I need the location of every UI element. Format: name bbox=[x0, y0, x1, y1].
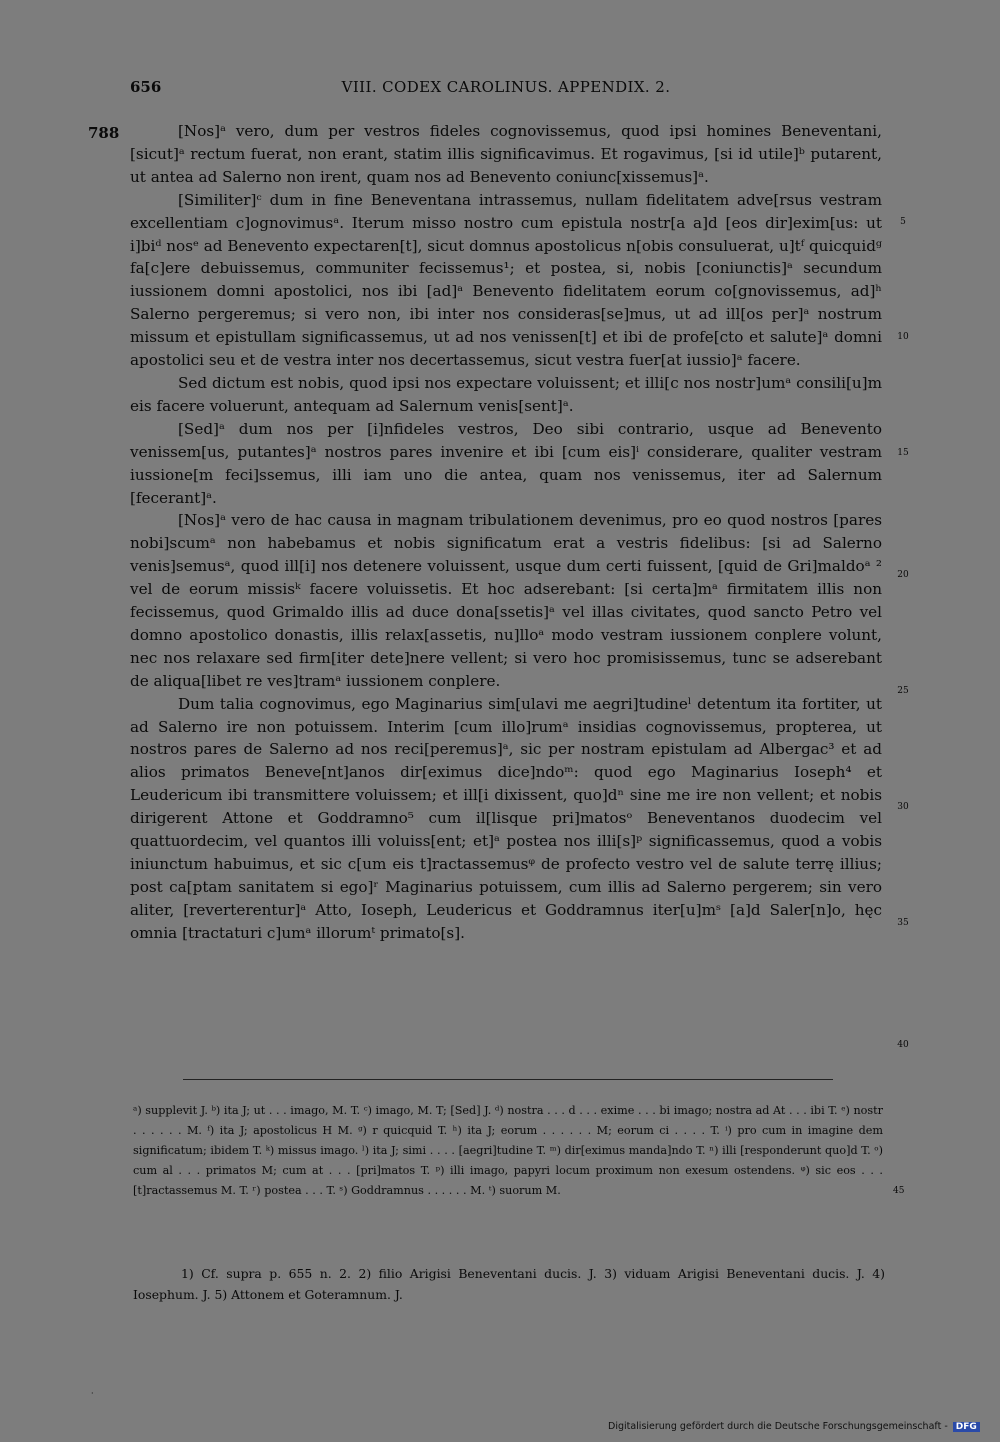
paragraph: Sed dictum est nobis, quod ipsi nos expectare voluissent; et illi[c nos nostr]umᵃ consili[u]m eis facere voluerunt, antequam ad Salernum venis[sent]ᵃ. bbox=[130, 373, 882, 415]
paragraph: [Nos]ᵃ vero, dum per vestros fideles cognovissemus, quod ipsi homines Beneventani, [sicut]ᵃ rectum fuerat, non erant, statim illis significavimus. Et rogavimus, [si id utile]ᵇ putarent, ut antea ad Salerno non irent, quam nos ad Benevento coniunc[xissemus]ᵃ. bbox=[130, 122, 882, 186]
paragraph: Dum talia cognovimus, ego Maginarius sim[ulavi me aegri]tudineˡ detentum ita fortiter, ut ad Salerno ire non potuissem. Interim [cum illo]rumᵃ insidias cognovissemus, propterea, ut nostros pares de Salerno ad nos reci[peremus]ᵃ, sic per nostram epistulam ad Albergac³ et ad alios primatos Beneve[nt]anos dir[eximus dice]ndoᵐ: quod ego Maginarius Ioseph⁴ et Leudericum ibi transmittere voluissem; et ill[i dixissent, quo]dⁿ sine me ire non vellent; et nobis dirigerent Attone et Goddramno⁵ cum il[lisque pri]matosᵒ Beneventanos duodecim vel quattuordecim, vel quantos illi voluiss[ent; et]ᵃ postea nos illi[s]ᵖ significassemus, quod a vobis iniunctum habuimus, et sic c[um eis t]ractassemusᵠ de profecto vestro vel de salute terrę illius; post ca[ptam sanitatem si ego]ʳ Maginarius potuissem, cum illis ad Salerno pergerem; sin vero aliter, [reverterentur]ᵃ Atto, Ioseph, Leudericus et Goddramnus iter[u]mˢ [a]d Saler[n]o, hęc omnia [tractaturi c]umᵃ illorumᵗ primato[s]. bbox=[130, 694, 882, 942]
dfg-logo: DFG bbox=[953, 1422, 980, 1432]
line-number: 10 bbox=[897, 332, 909, 342]
running-title: VIII. CODEX CAROLINUS. APPENDIX. 2. bbox=[341, 78, 671, 96]
line-number: 35 bbox=[897, 918, 909, 928]
line-number: 5 bbox=[900, 217, 906, 227]
footnote-text: 1) Cf. supra p. 655 n. 2. 2) filio Arigisi Beneventani ducis. J. 3) viduam Arigisi Beneventani ducis. J. 4) Iosephum. J. 5) Attonem et Goteramnum. J. bbox=[133, 1266, 885, 1302]
page-number: 656 bbox=[130, 78, 162, 96]
line-number: 25 bbox=[897, 686, 909, 696]
paragraph: [Sed]ᵃ dum nos per [i]nfideles vestros, Deo sibi contrario, usque ad Benevento venissem[us, putantes]ᵃ nostros pares invenire et ibi [cum eis]ⁱ considerare, qualiter vestram iussione[m feci]ssemus, illi iam uno die antea, quam nos venissemus, iter ad Salernum [fecerant]ᵃ. bbox=[130, 419, 882, 507]
critical-notes: ᵃ) supplevit J. ᵇ) ita J; ut . . . imago, M. T. ᶜ) imago, M. T; [Sed] J. ᵈ) nostra . . . d . . . exime . . . bi imago; nostra ad At . . . ibi T. ᵉ) nostr . . . . . . M. ᶠ) ita J; apostolicus H M. ᵍ) r quicquid T. ʰ) ita J; eorum . . . . . . M; eorum ci . . . . T. ⁱ) pro cum in imagine dem significatum; ibidem T. ᵏ) missus imago. ˡ) ita J; simi . . . . [aegri]tudine T. ᵐ) dir[eximus manda]ndo T. ⁿ) illi [responderunt quo]d T. ᵒ) cum al . . . primatos M; cum at . . . [pri]matos T. ᵖ) illi imago, papyri locum proximum non exesum ostendens. ᵠ) sic eos . . . [t]ractassemus M. T. ʳ) postea . . . T. ˢ) Goddramnus . . . . . . M. ᵗ) suorum M. bbox=[133, 1104, 883, 1198]
line-number: 15 bbox=[897, 448, 909, 458]
line-number: 40 bbox=[897, 1040, 909, 1050]
credit-text: Digitalisierung gefördert durch die Deutsche Forschungsgemeinschaft - bbox=[608, 1421, 948, 1432]
margin-mark: · bbox=[91, 1389, 94, 1398]
footnotes bbox=[133, 1263, 885, 1305]
main-text bbox=[130, 120, 882, 945]
paragraph: [Nos]ᵃ vero de hac causa in magnam tribulationem devenimus, pro eo quod nostros [pares nobi]scumᵃ non habebamus et nobis significatum erat a vestris fidelibus: [si ad Salerno venis]semusᵃ, quod ill[i] nos detenere voluissent, usque dum certi fuissent, [quid de Gri]maldoᵃ ² vel de eorum missisᵏ facere voluissetis. Et hoc adserebant: [si certa]mᵃ firmitatem illis non fecissemus, quod Grimaldo illis ad duce dona[ssetis]ᵃ vel illas civitates, quod sancto Petro vel domno apostolico donastis, illis relax[assetis, nu]lloᵃ modo vestram iussionem conplere volunt, nec nos relaxare sed firm[iter dete]nere vellent; si vero hoc promisissemus, tunc se adserebant de aliqua[libet re ves]tramᵃ iussionem conplere. bbox=[130, 511, 882, 690]
line-number: 20 bbox=[897, 570, 909, 580]
year-marker: 788 bbox=[88, 124, 120, 142]
paragraph: [Similiter]ᶜ dum in fine Beneventana intrassemus, nullam fidelitatem adve[rsus vestram excellentiam c]ognovimusᵃ. Iterum misso nostro cum epistula nostr[a a]d [eos dir]exim[us: ut i]biᵈ nosᵉ ad Benevento expectaren[t], sicut domnus apostolicus n[obis consuluerat, u]tᶠ quicquidᵍ fa[c]ere debuissemus, communiter fecissemus¹; et postea, si, nobis [coniunctis]ᵃ secundum iussionem domni apostolici, nos ibi [ad]ᵃ Benevento fidelitatem eorum co[gnovissemus, ad]ʰ Salerno pergeremus; si vero non, ibi inter nos consideras[se]mus, ut ad ill[os per]ᵃ nostrum missum et epistullam significassemus, ut ad nos venissen[t] et ibi de profe[cto et salute]ᵃ domni apostolici seu et de vestra inter nos decertassemus, sicut vestra fuer[at iussio]ᵃ facere. bbox=[130, 190, 882, 370]
text-divider bbox=[183, 1079, 833, 1080]
running-header bbox=[130, 78, 882, 102]
critical-apparatus bbox=[133, 1101, 883, 1201]
line-number: 45 bbox=[893, 1186, 905, 1196]
line-number: 30 bbox=[897, 802, 909, 812]
funding-credit bbox=[608, 1421, 980, 1432]
